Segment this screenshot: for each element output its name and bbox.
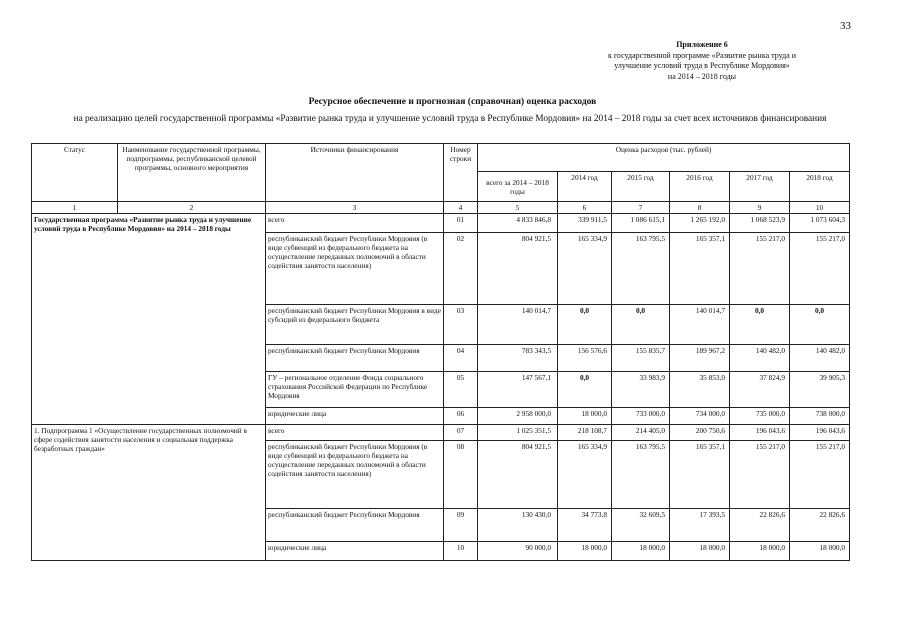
value-cell: 32 609,5 bbox=[612, 509, 670, 542]
row-number-cell: 10 bbox=[444, 542, 478, 561]
value-cell: 1 086 615,1 bbox=[612, 214, 670, 233]
column-number: 4 bbox=[444, 202, 478, 214]
total-cell: 4 833 846,8 bbox=[478, 214, 558, 233]
row-number-cell: 05 bbox=[444, 372, 478, 408]
value-cell: 218 108,7 bbox=[558, 425, 612, 441]
value-cell: 22 826,6 bbox=[730, 509, 790, 542]
program-label: Государственная программа «Развитие рынка труда и улучшение условий труда в Республике Мордовия» на 2014 – 2018 годы bbox=[32, 214, 266, 425]
column-number: 8 bbox=[670, 202, 730, 214]
source-cell: республиканский бюджет Республики Мордовия (в виде субвенций из федерального бюджета на осуществление переданных полномочий в области содействия занятости населения) bbox=[266, 233, 444, 305]
value-cell: 18 000,0 bbox=[558, 408, 612, 425]
document-subtitle: на реализацию целей государственной программы «Развитие рынка труда и улучшение условий труда в Республике Мордовия» на 2014 – 2018 годы за счет всех источников финансирования bbox=[73, 114, 827, 124]
appendix-line: к государственной программе «Развитие рынка труда и bbox=[607, 50, 797, 60]
header-year-2018: 2018 год bbox=[790, 172, 850, 202]
source-cell: республиканский бюджет Республики Мордовия bbox=[266, 345, 444, 372]
total-cell: 140 014,7 bbox=[478, 305, 558, 345]
value-cell: 738 000,0 bbox=[790, 408, 850, 425]
column-number-row bbox=[32, 202, 850, 214]
value-cell: 156 576,6 bbox=[558, 345, 612, 372]
total-cell: 2 958 000,0 bbox=[478, 408, 558, 425]
value-cell: 163 795,5 bbox=[612, 441, 670, 509]
header-status: Статус bbox=[32, 144, 118, 202]
row-number-cell: 06 bbox=[444, 408, 478, 425]
value-cell: 140 014,7 bbox=[670, 305, 730, 345]
header-year-2017: 2017 год bbox=[730, 172, 790, 202]
column-number: 2 bbox=[118, 202, 266, 214]
value-cell: 22 826,6 bbox=[790, 509, 850, 542]
value-cell: 0,0 bbox=[730, 305, 790, 345]
total-cell: 804 921,5 bbox=[478, 233, 558, 305]
value-cell: 37 824,9 bbox=[730, 372, 790, 408]
value-cell: 189 967,2 bbox=[670, 345, 730, 372]
column-number: 3 bbox=[266, 202, 444, 214]
value-cell: 155 217,0 bbox=[790, 233, 850, 305]
value-cell: 155 217,0 bbox=[790, 441, 850, 509]
total-cell: 147 567,1 bbox=[478, 372, 558, 408]
value-cell: 165 357,1 bbox=[670, 441, 730, 509]
row-number-cell: 01 bbox=[444, 214, 478, 233]
appendix-line: на 2014 – 2018 годы bbox=[667, 71, 737, 81]
header-estimate: Оценка расходов (тыс. рублей) bbox=[478, 144, 850, 172]
value-cell: 165 334,9 bbox=[558, 441, 612, 509]
column-number: 9 bbox=[730, 202, 790, 214]
value-cell: 165 334,9 bbox=[558, 233, 612, 305]
row-number-cell: 02 bbox=[444, 233, 478, 305]
value-cell: 34 773,8 bbox=[558, 509, 612, 542]
table-row bbox=[32, 425, 850, 441]
header-sources: Источники финансирования bbox=[266, 144, 444, 202]
value-cell: 18 000,0 bbox=[730, 542, 790, 561]
value-cell: 140 482,0 bbox=[730, 345, 790, 372]
value-cell: 155 217,0 bbox=[730, 233, 790, 305]
row-number-cell: 08 bbox=[444, 441, 478, 509]
column-number: 6 bbox=[558, 202, 612, 214]
source-cell: всего bbox=[266, 214, 444, 233]
value-cell: 165 357,1 bbox=[670, 233, 730, 305]
resource-table bbox=[31, 143, 850, 561]
header-name: Наименование государственной программы, подпрограммы, республиканской целевой программы, основного мероприятия bbox=[118, 144, 266, 202]
value-cell: 200 750,6 bbox=[670, 425, 730, 441]
value-cell: 140 482,0 bbox=[790, 345, 850, 372]
table-row bbox=[32, 214, 850, 233]
appendix-line: улучшение условий труда в Республике Мордовия» bbox=[614, 61, 790, 70]
appendix-title: Приложение 6 bbox=[676, 40, 728, 49]
source-cell: всего bbox=[266, 425, 444, 441]
value-cell: 163 795,5 bbox=[612, 233, 670, 305]
value-cell: 0,0 bbox=[612, 305, 670, 345]
value-cell: 339 911,5 bbox=[558, 214, 612, 233]
value-cell: 0,0 bbox=[558, 305, 612, 345]
header-year-2015: 2015 год bbox=[612, 172, 670, 202]
total-cell: 783 343,5 bbox=[478, 345, 558, 372]
value-cell: 735 000,0 bbox=[730, 408, 790, 425]
value-cell: 196 043,6 bbox=[790, 425, 850, 441]
value-cell: 733 000,0 bbox=[612, 408, 670, 425]
row-number-cell: 03 bbox=[444, 305, 478, 345]
row-number-cell: 04 bbox=[444, 345, 478, 372]
column-number: 1 bbox=[32, 202, 118, 214]
column-number: 5 bbox=[478, 202, 558, 214]
value-cell: 734 000,0 bbox=[670, 408, 730, 425]
value-cell: 0,0 bbox=[558, 372, 612, 408]
value-cell: 196 043,6 bbox=[730, 425, 790, 441]
value-cell: 18 000,0 bbox=[558, 542, 612, 561]
source-cell: юридические лица bbox=[266, 408, 444, 425]
total-cell: 130 430,0 bbox=[478, 509, 558, 542]
row-number-cell: 09 bbox=[444, 509, 478, 542]
value-cell: 18 000,0 bbox=[670, 542, 730, 561]
value-cell: 214 405,0 bbox=[612, 425, 670, 441]
value-cell: 33 983,9 bbox=[612, 372, 670, 408]
row-number-cell: 07 bbox=[444, 425, 478, 441]
value-cell: 0,0 bbox=[790, 305, 850, 345]
header-year-2014: 2014 год bbox=[558, 172, 612, 202]
value-cell: 39 905,3 bbox=[790, 372, 850, 408]
source-cell: республиканский бюджет Республики Мордовия в виде субсидий из федерального бюджета bbox=[266, 305, 444, 345]
value-cell: 1 068 523,9 bbox=[730, 214, 790, 233]
source-cell: республиканский бюджет Республики Мордовия bbox=[266, 509, 444, 542]
total-cell: 1 025 351,5 bbox=[478, 425, 558, 441]
header-total: всего за 2014 – 2018 годы bbox=[478, 172, 558, 202]
header-year-2016: 2016 год bbox=[670, 172, 730, 202]
column-number: 7 bbox=[612, 202, 670, 214]
value-cell: 1 073 604,3 bbox=[790, 214, 850, 233]
value-cell: 155 835,7 bbox=[612, 345, 670, 372]
page-number: 33 bbox=[840, 20, 851, 32]
value-cell: 1 265 192,0 bbox=[670, 214, 730, 233]
appendix-block bbox=[552, 40, 852, 82]
source-cell: республиканский бюджет Республики Мордовия (в виде субвенций из федерального бюджета на осуществление переданных полномочий в области содействия занятости населения) bbox=[266, 441, 444, 509]
value-cell: 155 217,0 bbox=[730, 441, 790, 509]
value-cell: 18 000,0 bbox=[612, 542, 670, 561]
value-cell: 35 853,0 bbox=[670, 372, 730, 408]
total-cell: 90 000,0 bbox=[478, 542, 558, 561]
document-title: Ресурсное обеспечение и прогнозная (справочная) оценка расходов bbox=[308, 97, 597, 107]
value-cell: 17 393,5 bbox=[670, 509, 730, 542]
column-number: 10 bbox=[790, 202, 850, 214]
total-cell: 804 921,5 bbox=[478, 441, 558, 509]
value-cell: 18 000,0 bbox=[790, 542, 850, 561]
source-cell: юридические лица bbox=[266, 542, 444, 561]
subprogram-label: 1. Подпрограмма 1 «Осуществление государственных полномочий в сфере содействия занятости населения и социальная поддержка безработных граждан» bbox=[32, 425, 266, 561]
header-row-number: Номер строки bbox=[444, 144, 478, 202]
source-cell: ГУ – региональное отделение Фонда социального страхования Российской Федерации по Республике Мордовия bbox=[266, 372, 444, 408]
